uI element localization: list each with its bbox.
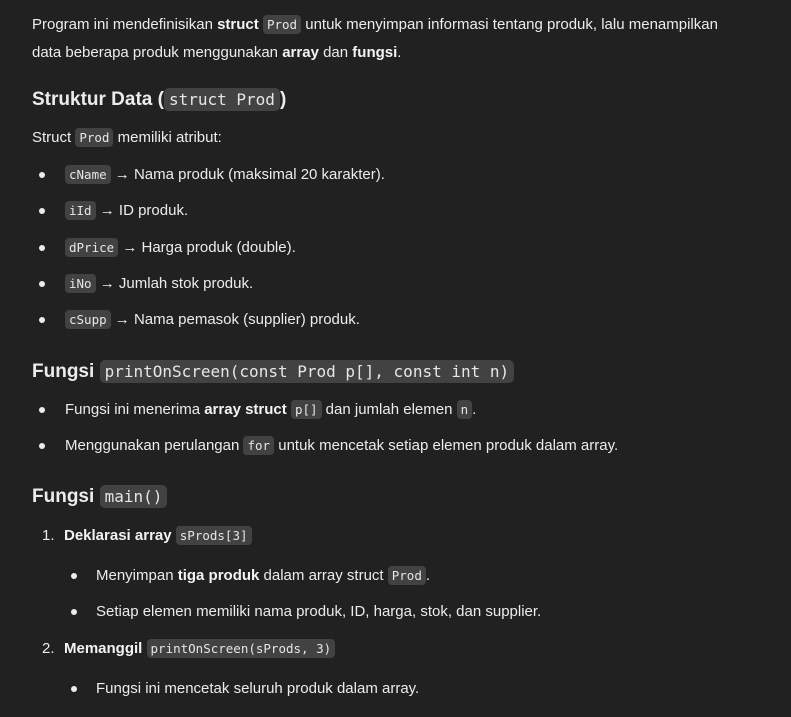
inline-code: main()	[100, 485, 168, 508]
list-number: 1.	[42, 527, 55, 544]
inline-code: printOnScreen(const Prod p[], const int n)	[100, 360, 515, 383]
bullet-icon	[39, 443, 45, 449]
text: untuk menyimpan informasi tentang produk, lalu menampilkan	[301, 16, 718, 33]
list-item	[65, 165, 385, 185]
list-item	[96, 679, 419, 699]
list-item	[65, 436, 618, 456]
inline-code: n	[457, 400, 473, 419]
list-item	[64, 639, 335, 659]
bullet-icon	[39, 245, 45, 251]
text: → ID produk.	[95, 202, 189, 219]
list-item	[65, 400, 476, 420]
text: Fungsi	[32, 486, 100, 507]
list-number: 2.	[42, 640, 55, 657]
text: Fungsi	[32, 361, 100, 382]
text: Struktur Data (	[32, 89, 164, 110]
bold-text: Deklarasi array	[64, 527, 172, 544]
text: memiliki atribut:	[113, 129, 222, 146]
text: data beberapa produk menggunakan	[32, 44, 283, 61]
inline-code: Prod	[388, 566, 426, 585]
inline-code: Prod	[75, 128, 113, 147]
bullet-icon	[39, 281, 45, 287]
inline-code: iId	[65, 201, 96, 220]
inline-code: cSupp	[65, 310, 111, 329]
inline-code: sProds[3]	[176, 526, 252, 545]
bullet-icon	[39, 208, 45, 214]
text: .	[425, 567, 431, 584]
text: → Nama produk (maksimal 20 karakter).	[110, 166, 385, 183]
paragraph-line	[32, 43, 401, 63]
text: Fungsi ini mencetak seluruh produk dalam array.	[96, 680, 420, 697]
text: dan	[318, 44, 353, 61]
bold-text: array struct	[204, 401, 287, 418]
paragraph-line	[32, 128, 222, 148]
paragraph-line	[32, 15, 718, 35]
inline-code: printOnScreen(sProds, 3)	[147, 639, 336, 658]
list-item	[96, 566, 430, 586]
list-item	[65, 238, 296, 258]
text: Menyimpan	[96, 567, 178, 584]
bullet-icon	[71, 573, 77, 579]
text: )	[279, 89, 287, 110]
section-heading	[32, 87, 286, 113]
list-item	[65, 201, 188, 221]
text: .	[472, 401, 477, 418]
bold-text: fungsi	[352, 44, 398, 61]
inline-code: cName	[65, 165, 111, 184]
text: Struct	[32, 129, 76, 146]
section-heading	[32, 484, 167, 510]
text: → Harga produk (double).	[118, 239, 296, 256]
inline-code: for	[243, 436, 274, 455]
inline-code: struct Prod	[164, 88, 280, 111]
text: dan jumlah elemen	[321, 401, 457, 418]
bold-text: Memanggil	[64, 640, 143, 657]
bullet-icon	[39, 407, 45, 413]
text: dalam array struct	[259, 567, 388, 584]
bold-text: tiga produk	[177, 567, 260, 584]
list-item	[65, 274, 253, 294]
list-item	[96, 602, 541, 622]
bullet-icon	[71, 609, 77, 615]
text: Menggunakan perulangan	[65, 437, 244, 454]
text: Program ini mendefinisikan	[32, 16, 218, 33]
inline-code: dPrice	[65, 238, 118, 257]
bold-text: array	[282, 44, 319, 61]
bullet-icon	[39, 172, 45, 178]
section-heading	[32, 359, 514, 385]
bullet-icon	[39, 317, 45, 323]
text: .	[397, 44, 402, 61]
text: → Nama pemasok (supplier) produk.	[110, 311, 360, 328]
inline-code: p[]	[291, 400, 322, 419]
bullet-icon	[71, 686, 77, 692]
bold-text: struct	[217, 16, 259, 33]
inline-code: Prod	[263, 15, 301, 34]
text	[142, 640, 146, 657]
text: → Jumlah stok produk.	[95, 275, 254, 292]
text: untuk mencetak setiap elemen produk dalam array.	[274, 437, 619, 454]
text: Fungsi ini menerima	[65, 401, 205, 418]
list-item	[65, 310, 360, 330]
list-item	[64, 526, 252, 546]
text: Setiap elemen memiliki nama produk, ID, harga, stok, dan supplier.	[96, 603, 542, 620]
inline-code: iNo	[65, 274, 96, 293]
